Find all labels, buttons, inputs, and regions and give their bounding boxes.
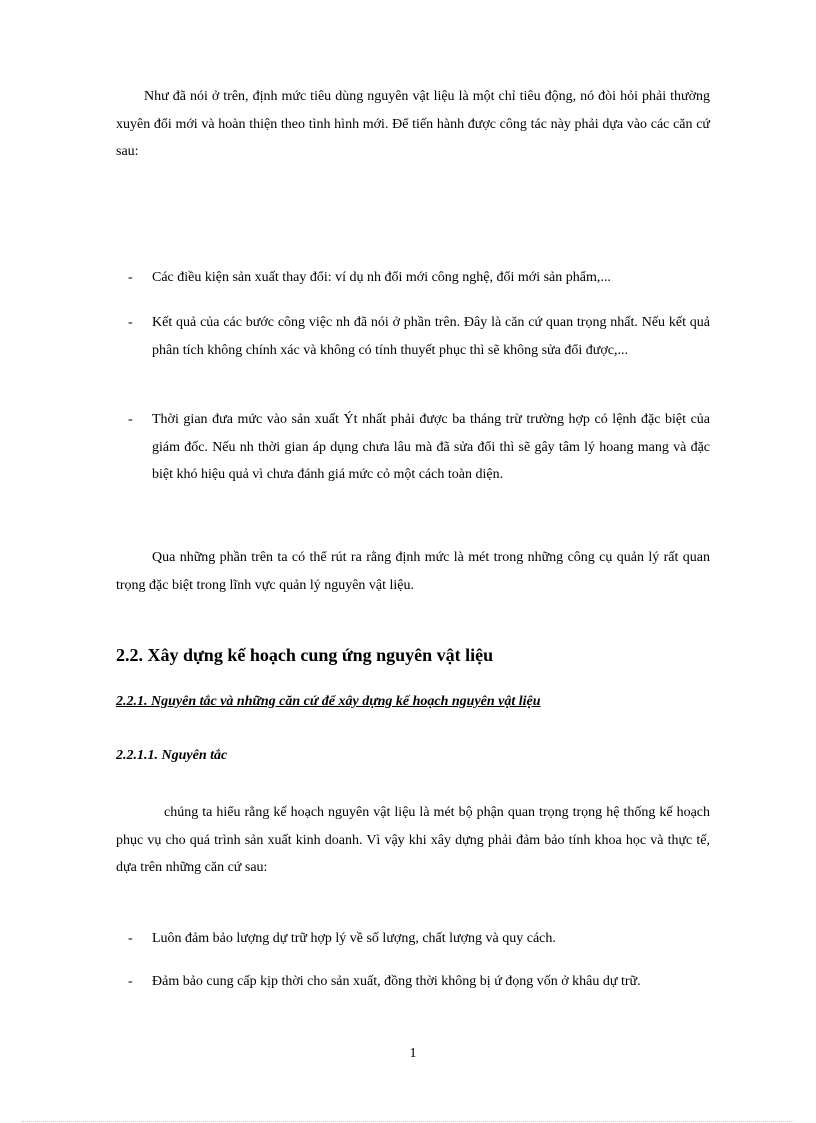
list-item — [116, 406, 710, 489]
list-item — [116, 925, 710, 953]
page-number: 1 — [409, 1046, 417, 1061]
list-item — [116, 264, 710, 292]
list-item-text: Kết quả của các bước công việc nh đã nói ở phần trên. Đây là căn cứ quan trọng nhất. Nếu kết quả phân tích không chính xác và không có tính thuyết phục thì sẽ không sửa đổi được,... — [152, 315, 710, 358]
list-item — [116, 968, 710, 996]
subsection-heading: 2.2.1. Nguyên tắc và những căn cứ để xây dựng kế hoạch nguyên vật liệu — [116, 694, 541, 709]
list-item — [116, 309, 710, 364]
page-bottom-divider — [22, 1121, 794, 1122]
summary-paragraph: Qua những phần trên ta có thể rút ra rằng định mức là mét trong những công cụ quản lý rất quan trọng đặc biệt trong lĩnh vực quản lý nguyên vật liệu. — [116, 550, 710, 593]
bullet-dash: - — [128, 974, 133, 989]
list-item-text: Các điều kiện sản xuất thay đổi: ví dụ nh đổi mới công nghệ, đổi mới sản phẩm,... — [152, 270, 611, 285]
bullet-dash: - — [128, 931, 133, 946]
section-heading: 2.2. Xây dựng kế hoạch cung ứng nguyên vật liệu — [116, 645, 494, 665]
list-item-text: Đảm bảo cung cấp kịp thời cho sản xuất, đồng thời không bị ứ đọng vốn ở khâu dự trữ. — [152, 974, 641, 989]
list-item-text: Thời gian đưa mức vào sản xuất Ýt nhất phải được ba tháng trừ trường hợp có lệnh đặc biệt của giám đốc. Nếu nh thời gian áp dụng chưa lâu mà đã sửa đổi thì sẽ gây tâm lý hoang mang và đặc biệt khó hiệu quả vì chưa đánh giá mức cỏ một cách toàn diện. — [152, 412, 710, 482]
sub-subsection-heading: 2.2.1.1. Nguyên tắc — [116, 748, 228, 763]
principle-paragraph: chúng ta hiểu rằng kế hoạch nguyên vật liệu là mét bộ phận quan trọng trọng hệ thống kế hoạch phục vụ cho quá trình sản xuất kinh doanh. Vì vậy khi xây dựng phải đảm bảo tính khoa học và thực tế, dựa trên những căn cứ sau: — [116, 805, 710, 875]
bullet-dash: - — [128, 315, 133, 330]
list-item-text: Luôn đảm bảo lượng dự trữ hợp lý về số lượng, chất lượng và quy cách. — [152, 931, 556, 946]
intro-paragraph: Như đã nói ở trên, định mức tiêu dùng nguyên vật liệu là một chỉ tiêu động, nó đòi hỏi phải thường xuyên đổi mới và hoàn thiện theo tình hình mới. Để tiến hành được công tác này phải dựa vào các căn cứ sau: — [116, 89, 710, 159]
bullet-dash: - — [128, 270, 133, 285]
bullet-dash: - — [128, 412, 133, 427]
